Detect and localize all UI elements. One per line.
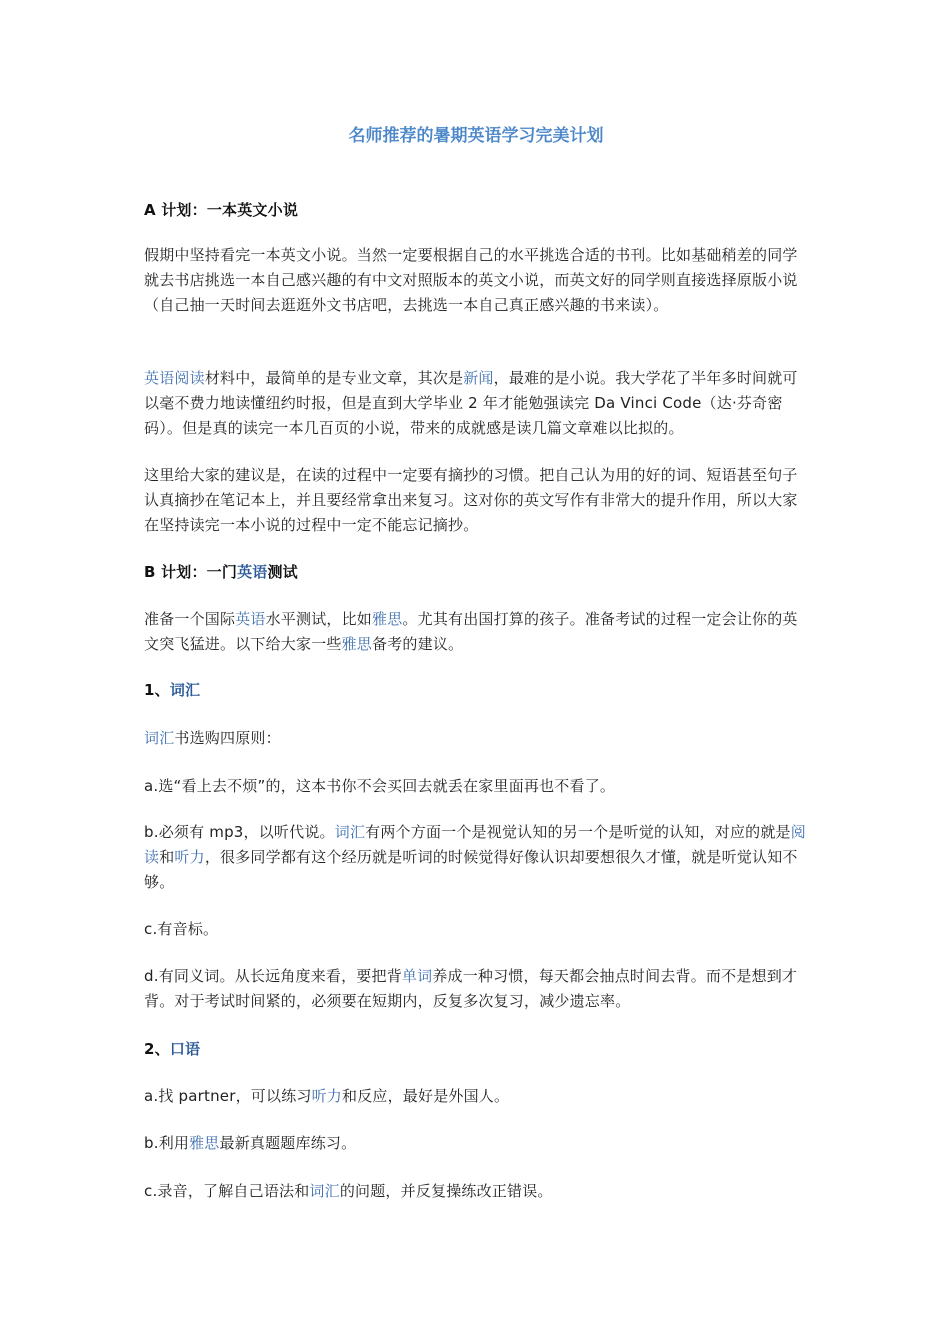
text-run: a.选“看上去不烦”的，这本书你不会买回去就丢在家里面再也不看了。 xyxy=(144,777,616,795)
text-run: 和反应，最好是外国人。 xyxy=(342,1087,510,1105)
text-run: 最新真题题库练习。 xyxy=(219,1134,357,1152)
text-run: 。尤其有出国打算的孩子。准备考试的过程一定会让你的英文突飞猛进。以下给大家一些 xyxy=(144,610,798,653)
section-heading xyxy=(144,678,808,703)
document-title: 名师推荐的暑期英语学习完美计划 xyxy=(348,126,604,146)
text-run: 这里给大家的建议是，在读的过程中一定要有摘抄的习惯。把自己认为用的好的词、短语甚至句子认真摘抄在笔记本上，并且要经常拿出来复习。这对你的英文写作有非常大的提升作用，所以大家在坚持读完一本小说的过程中一定不能忘记摘抄。 xyxy=(144,466,798,534)
text-run: 2、 xyxy=(144,1040,170,1058)
keyword-link[interactable]: 听力 xyxy=(174,848,205,866)
text-run: ，最难的是小说。我大学花了半年多时间就可以毫不费力地读懂纽约时报，但是直到大学毕业 2 年才能勉强读完 Da Vinci Code（达·芬奇密码）。但是真的读完一本几百页的小说，带来的成就感是读几篇文章难以比拟的。 xyxy=(144,369,798,437)
keyword-link[interactable]: 英语阅读 xyxy=(144,369,205,387)
text-run: 和 xyxy=(159,848,175,866)
text-run: b.利用 xyxy=(144,1134,190,1152)
paragraph xyxy=(144,964,808,1014)
text-run: c.有音标。 xyxy=(144,920,219,938)
keyword-link[interactable]: 词汇 xyxy=(334,823,366,841)
keyword-link[interactable]: 词汇 xyxy=(169,681,201,699)
text-run: 的问题，并反复操练改正错误。 xyxy=(339,1182,553,1200)
keyword-link[interactable]: 雅思 xyxy=(372,610,403,628)
paragraph xyxy=(144,243,808,318)
keyword-link[interactable]: 雅思 xyxy=(189,1134,220,1152)
text-run: 备考的建议。 xyxy=(372,635,464,653)
text-run: A 计划：一本英文小说 xyxy=(144,201,299,219)
text-run: 准备一个国际 xyxy=(144,610,236,628)
text-run: 养成一种习惯，每天都会抽点时间去背。而不是想到才背。对于考试时间紧的，必须要在短期内，反复多次复习，减少遗忘率。 xyxy=(144,967,798,1010)
text-run: d.有同义词。从长远角度来看，要把背 xyxy=(144,967,402,985)
text-run: ，很多同学都有这个经历就是听词的时候觉得好像认识却要想很久才懂，就是听觉认知不够。 xyxy=(144,848,798,891)
section-heading xyxy=(144,1037,808,1062)
keyword-link[interactable]: 阅读 xyxy=(144,823,806,866)
text-run: 水平测试，比如 xyxy=(265,610,373,628)
keyword-link[interactable]: 词汇 xyxy=(309,1182,340,1200)
paragraph xyxy=(144,820,808,895)
text-run: 有两个方面一个是视觉认知的另一个是听觉的认知，对应的就是 xyxy=(365,823,791,841)
text-run: B 计划：一门 xyxy=(144,563,238,581)
paragraph xyxy=(144,726,808,751)
paragraph xyxy=(144,1131,808,1156)
keyword-link[interactable]: 口语 xyxy=(169,1040,201,1058)
keyword-link[interactable]: 雅思 xyxy=(341,635,373,653)
text-run: 测试 xyxy=(267,563,298,581)
paragraph xyxy=(144,774,808,799)
keyword-link[interactable]: 新闻 xyxy=(463,369,494,387)
paragraph xyxy=(144,366,808,441)
paragraph xyxy=(144,917,808,942)
keyword-link[interactable]: 英语 xyxy=(237,563,268,581)
keyword-link[interactable]: 单词 xyxy=(401,967,433,985)
keyword-link[interactable]: 英语 xyxy=(235,610,266,628)
text-run: b.必须有 mp3，以听代说。 xyxy=(144,823,335,841)
keyword-link[interactable]: 词汇 xyxy=(144,729,175,747)
text-run: 1、 xyxy=(144,681,170,699)
keyword-link[interactable]: 听力 xyxy=(311,1087,342,1105)
text-run: c.录音，了解自己语法和 xyxy=(144,1182,310,1200)
section-heading xyxy=(144,560,808,585)
text-run: a.找 partner，可以练习 xyxy=(144,1087,312,1105)
paragraph xyxy=(144,463,808,538)
text-run: 材料中，最简单的是专业文章，其次是 xyxy=(204,369,464,387)
section-heading xyxy=(144,198,808,223)
paragraph xyxy=(144,1084,808,1109)
paragraph xyxy=(144,1179,808,1204)
text-run: 假期中坚持看完一本英文小说。当然一定要根据自己的水平挑选合适的书刊。比如基础稍差的同学就去书店挑选一本自己感兴趣的有中文对照版本的英文小说，而英文好的同学则直接选择原版小说（自己抽一天时间去逛逛外文书店吧，去挑选一本自己真正感兴趣的书来读）。 xyxy=(144,246,798,314)
text-run: 书选购四原则： xyxy=(174,729,281,747)
paragraph xyxy=(144,607,808,657)
